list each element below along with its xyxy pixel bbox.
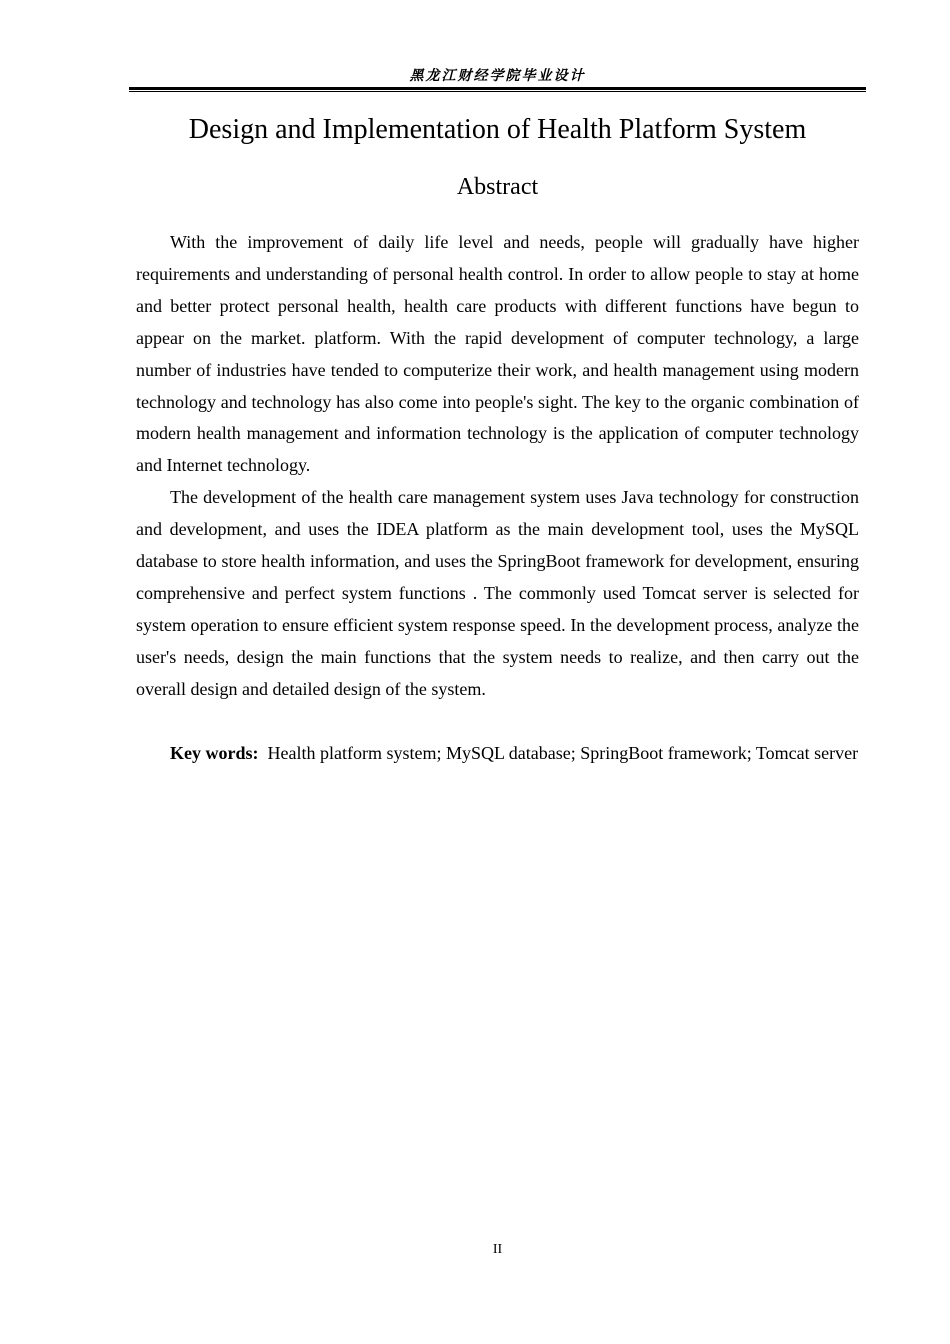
page-number: II bbox=[492, 1242, 503, 1257]
abstract-paragraph-2: The development of the health care management system uses Java technology for construction and development, and uses the IDEA platform as the main development tool, uses the MySQL database to store health information, and uses the SpringBoot framework for development, ensuring comprehensive and perfect system functions . The commonly used Tomcat server is selected for system operation to ensure efficient system response speed. In the development process, analyze the user's needs, design the main functions that the system needs to realize, and then carry out the overall design and detailed design of the system. bbox=[136, 487, 859, 699]
keywords-line bbox=[136, 738, 859, 770]
header-rule-thin bbox=[129, 91, 866, 92]
abstract-body bbox=[136, 227, 859, 706]
abstract-heading: Abstract bbox=[456, 174, 539, 200]
abstract-paragraph-1: With the improvement of daily life level and needs, people will gradually have higher requirements and understanding of personal health control. In order to allow people to stay at home and better protect personal health, health care products with different functions have begun to appear on the market. platform. With the rapid development of computer technology, a large number of industries have tended to computerize their work, and health management using modern technology and technology has also come into people's sight. The key to the organic combination of modern health management and information technology is the application of computer technology and Internet technology. bbox=[136, 232, 859, 476]
document-title: Design and Implementation of Health Platform System bbox=[188, 114, 807, 145]
header-rule-thick bbox=[129, 87, 866, 90]
keywords-text: Health platform system; MySQL database; SpringBoot framework; Tomcat server bbox=[267, 743, 859, 763]
page-header: 黑龙江财经学院毕业设计 bbox=[409, 68, 586, 84]
keywords-label: Key words: bbox=[170, 743, 259, 763]
